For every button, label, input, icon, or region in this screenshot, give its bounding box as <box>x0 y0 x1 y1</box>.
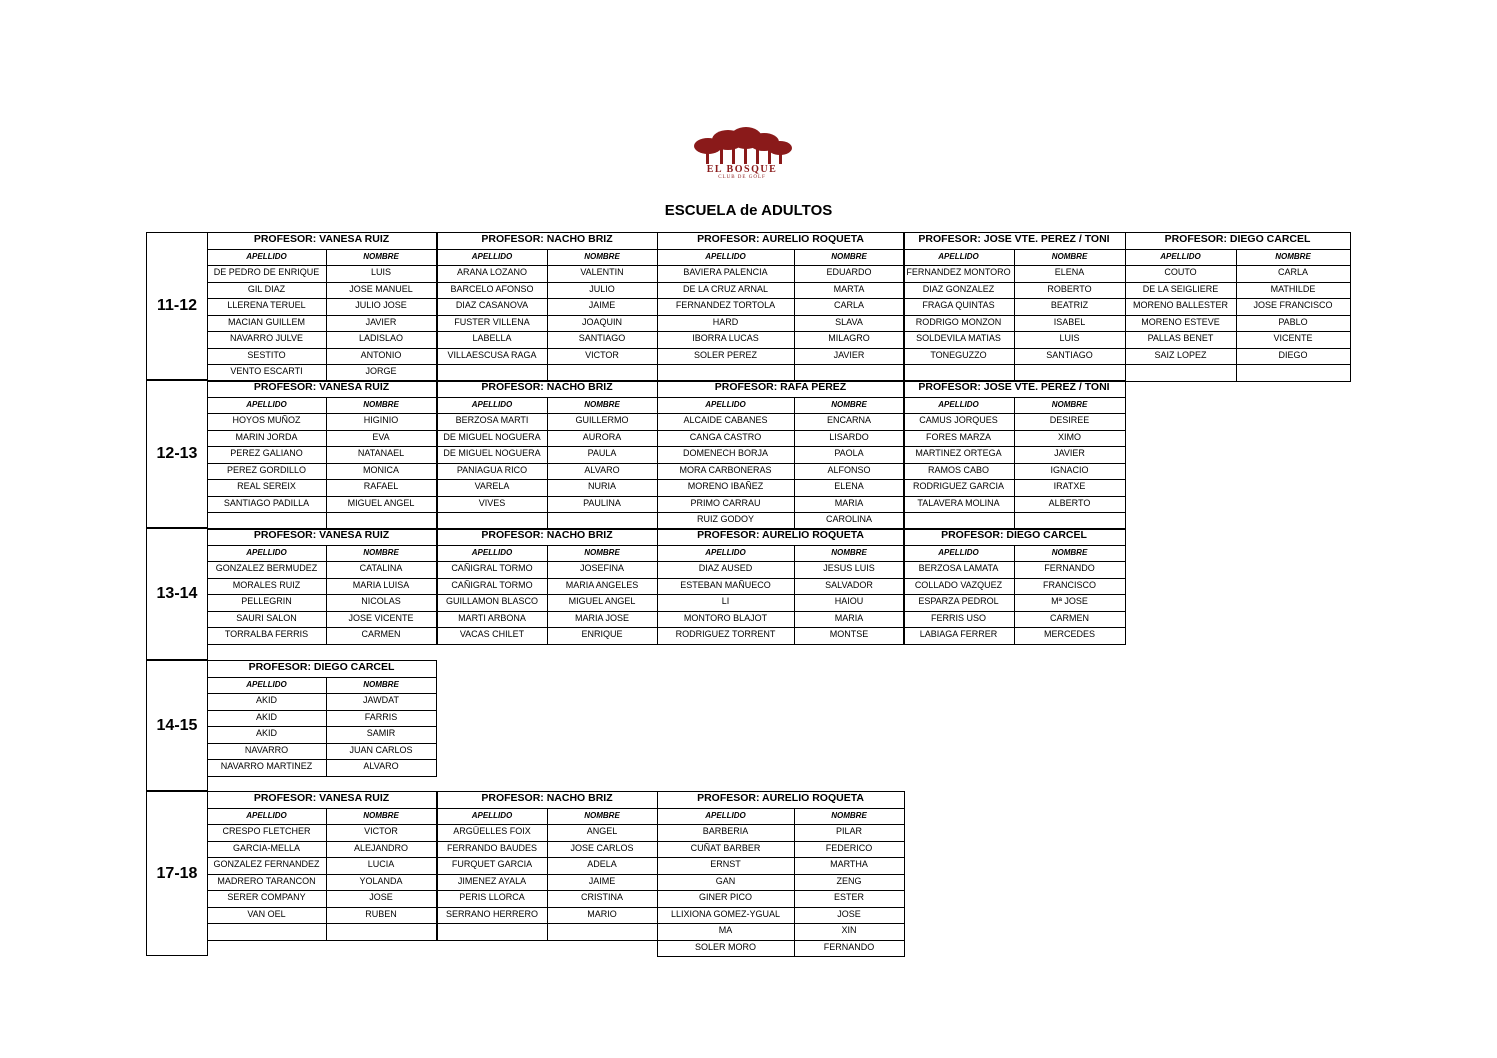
table-rule <box>207 512 436 513</box>
student-name: NURIA <box>587 481 616 491</box>
student-name: PILAR <box>835 826 862 836</box>
student-surname: SOLDEVILA MATIAS <box>916 333 1001 343</box>
student-surname: MORENO BALLESTER <box>1132 300 1229 310</box>
student-name: JOAQUIN <box>581 316 622 327</box>
student-name: Mª JOSE <box>1051 596 1088 606</box>
student-surname: GUILLAMON BLASCO <box>445 596 539 606</box>
student-name: MATHILDE <box>1270 283 1316 294</box>
student-name: FRANCISCO <box>1042 579 1096 590</box>
student-surname: VARELA <box>474 481 510 491</box>
student-surname: HARD <box>712 316 739 327</box>
name-header: NOMBRE <box>584 399 620 409</box>
surname-header: APELLIDO <box>705 251 746 261</box>
student-name: JAWDAT <box>363 695 399 705</box>
student-surname: GIL DIAZ <box>247 283 286 294</box>
name-header: NOMBRE <box>363 679 399 689</box>
student-name: ANGEL <box>586 826 618 836</box>
name-header: NOMBRE <box>831 810 867 820</box>
student-name: FERNANDO <box>1044 563 1095 573</box>
surname-header: APELLIDO <box>938 399 979 409</box>
professor-name: PROFESOR: DIEGO CARCEL <box>248 661 395 673</box>
student-surname: DIAZ GONZALEZ <box>922 283 995 294</box>
student-name: FEDERICO <box>825 842 873 853</box>
student-surname: FUSTER VILLENA <box>454 316 530 327</box>
student-surname: MORENO IBAÑEZ <box>687 481 764 491</box>
student-name: CRISTINA <box>580 892 623 902</box>
student-surname: SAURI SALON <box>236 612 297 623</box>
name-header: NOMBRE <box>363 547 399 557</box>
student-name: SAMIR <box>366 728 396 738</box>
student-name: PAULINA <box>583 497 621 508</box>
name-header: NOMBRE <box>1051 399 1088 409</box>
name-header: NOMBRE <box>584 547 620 557</box>
name-header: NOMBRE <box>831 399 867 409</box>
student-name: SANTIAGO <box>578 333 626 343</box>
student-surname: DE PEDRO DE ENRIQUE <box>213 267 320 277</box>
student-name: EVA <box>372 431 390 442</box>
student-name: JAIME <box>588 300 616 310</box>
professor-name: PROFESOR: DIEGO CARCEL <box>941 529 1087 541</box>
student-surname: CANGA CASTRO <box>689 431 762 442</box>
student-surname: BARCELO AFONSO <box>450 283 534 294</box>
student-name: ADELA <box>587 859 617 869</box>
student-surname: PERIS LLORCA <box>459 892 525 902</box>
student-surname: PELLEGRIN <box>241 596 292 606</box>
student-surname: HOYOS MUÑOZ <box>232 415 301 425</box>
student-surname: SESTITO <box>247 349 286 360</box>
student-surname: MARTINEZ ORTEGA <box>915 448 1002 458</box>
student-name: JOSE FRANCISCO <box>1253 300 1333 310</box>
student-name: XIMO <box>1057 431 1081 442</box>
professor-name: PROFESOR: VANESA RUIZ <box>253 381 390 393</box>
student-name: JAVIER <box>833 349 865 360</box>
student-name: VICTOR <box>364 826 398 836</box>
name-header: NOMBRE <box>363 251 399 261</box>
surname-header: APELLIDO <box>246 251 287 261</box>
student-surname: FURQUET GARCIA <box>451 859 533 869</box>
table-rule <box>207 923 436 924</box>
student-name: JUAN CARLOS <box>349 744 413 755</box>
surname-header: APELLIDO <box>471 547 513 557</box>
student-surname: DOMENECH BORJA <box>682 448 768 458</box>
student-name: JAVIER <box>1054 448 1085 458</box>
professor-name: PROFESOR: VANESA RUIZ <box>253 529 390 541</box>
name-header: NOMBRE <box>363 810 399 820</box>
name-header: NOMBRE <box>1275 251 1311 261</box>
student-name: JULIO JOSE <box>355 300 407 310</box>
student-name: JAIME <box>588 875 616 886</box>
student-surname: GAN <box>715 875 736 886</box>
student-surname: FERNANDEZ MONTORO <box>906 267 1011 277</box>
student-name: ESTER <box>833 892 864 902</box>
student-surname: DE LA SEIGLIERE <box>1142 283 1219 294</box>
professor-name: PROFESOR: VANESA RUIZ <box>253 792 390 804</box>
student-name: NICOLAS <box>361 596 401 606</box>
student-surname: NAVARRO <box>244 744 289 755</box>
student-surname: VENTO ESCARTI <box>230 366 303 376</box>
name-header: NOMBRE <box>584 810 620 820</box>
student-surname: AKID <box>255 711 277 722</box>
student-surname: RODRIGUEZ TORRENT <box>675 629 776 639</box>
student-surname: RAMOS CABO <box>927 464 989 475</box>
student-name: VICTOR <box>585 349 619 360</box>
student-name: JOSEFINA <box>579 563 624 573</box>
surname-header: APELLIDO <box>1160 251 1201 261</box>
surname-header: APELLIDO <box>938 547 979 557</box>
surname-header: APELLIDO <box>705 810 746 820</box>
student-name: ELENA <box>1054 267 1085 277</box>
professor-name: PROFESOR: NACHO BRIZ <box>481 381 613 393</box>
student-surname: GARCIA-MELLA <box>232 842 301 853</box>
student-name: LUCIA <box>367 859 395 869</box>
student-name: MARIA ANGELES <box>565 579 639 590</box>
surname-header: APELLIDO <box>705 399 746 409</box>
student-name: MARIA LUISA <box>352 579 410 590</box>
student-name: IRATXE <box>1053 481 1086 491</box>
student-name: MONTSE <box>829 629 869 639</box>
student-name: PABLO <box>1278 316 1308 327</box>
student-name: SANTIAGO <box>1046 349 1093 360</box>
name-header: NOMBRE <box>584 251 620 261</box>
student-surname: COLLADO VAZQUEZ <box>914 579 1003 590</box>
student-surname: MA <box>718 925 733 935</box>
time-slot-label: 17-18 <box>146 791 208 956</box>
student-surname: FRAGA QUINTAS <box>922 300 995 310</box>
logo-subtitle: CLUB DE GOLF <box>718 175 766 180</box>
name-header: NOMBRE <box>363 399 399 409</box>
student-name: CARMEN <box>361 629 401 639</box>
student-name: MARIA JOSE <box>574 612 629 623</box>
student-surname: PEREZ GALIANO <box>230 448 303 458</box>
student-name: JESUS LUIS <box>823 563 875 573</box>
student-surname: AKID <box>255 695 277 705</box>
student-surname: PEREZ GORDILLO <box>226 464 307 475</box>
student-surname: LLIXIONA GOMEZ-YGUAL <box>670 908 781 919</box>
student-name: MIGUEL ANGEL <box>347 497 415 508</box>
student-name: CAROLINA <box>825 514 872 524</box>
student-name: FERNANDO <box>823 941 875 952</box>
student-name: ROBERTO <box>1047 283 1092 294</box>
student-name: MIGUEL ANGEL <box>568 596 636 606</box>
name-header: NOMBRE <box>831 251 867 261</box>
professor-name: PROFESOR: DIEGO CARCEL <box>1164 233 1311 245</box>
student-surname: LABIAGA FERRER <box>919 629 998 639</box>
student-surname: RUIZ GODOY <box>696 514 754 524</box>
student-name: ENRIQUE <box>581 629 623 639</box>
time-slot-label: 14-15 <box>146 660 208 791</box>
student-surname: CRESPO FLETCHER <box>222 826 311 836</box>
student-surname: IBORRA LUCAS <box>692 333 759 343</box>
page-title: ESCUELA de ADULTOS <box>664 202 833 219</box>
student-name: FARRIS <box>364 711 398 722</box>
student-name: CARLA <box>833 300 864 310</box>
student-name: MARIO <box>587 908 617 919</box>
student-name: AURORA <box>582 431 622 442</box>
student-surname: TALAVERA MOLINA <box>917 497 1000 508</box>
student-name: JULIO <box>589 283 615 294</box>
time-slot-label: 12-13 <box>146 380 208 528</box>
student-surname: DIAZ CASANOVA <box>455 300 529 310</box>
professor-name: PROFESOR: AURELIO ROQUETA <box>697 792 864 804</box>
student-surname: ALCAIDE CABANES <box>683 415 768 425</box>
student-surname: MACIAN GUILLEM <box>227 316 305 327</box>
student-name: DESIREE <box>1049 415 1090 425</box>
name-header: NOMBRE <box>1051 251 1088 261</box>
student-surname: MARTI ARBONA <box>458 612 526 623</box>
student-name: XIN <box>841 925 857 935</box>
student-surname: JIMENEZ AYALA <box>457 875 527 886</box>
student-name: LUIS <box>370 267 391 277</box>
surname-header: APELLIDO <box>246 547 287 557</box>
student-name: NATANAEL <box>357 448 405 458</box>
student-surname: NAVARRO MARTINEZ <box>220 761 313 771</box>
student-surname: FORES MARZA <box>925 431 991 442</box>
student-name: JOSE VICENTE <box>348 612 414 623</box>
student-name: SLAVA <box>835 316 863 327</box>
student-surname: MARIN JORDA <box>235 431 298 442</box>
student-surname: CAMUS JORQUES <box>919 415 998 425</box>
surname-header: APELLIDO <box>471 399 513 409</box>
student-name: SALVADOR <box>825 579 873 590</box>
student-name: ELENA <box>834 481 864 491</box>
student-name: LUIS <box>1059 333 1080 343</box>
professor-name: PROFESOR: RAFA PEREZ <box>714 381 847 393</box>
student-surname: LI <box>721 596 730 606</box>
student-surname: RODRIGO MONZON <box>915 316 1002 327</box>
professor-name: PROFESOR: NACHO BRIZ <box>481 529 613 541</box>
time-slot-label: 13-14 <box>146 528 208 660</box>
student-surname: DE MIGUEL NOGUERA <box>443 448 541 458</box>
student-surname: NAVARRO JULVE <box>229 333 303 343</box>
time-slot-label: 11-12 <box>146 232 208 380</box>
logo-name: EL BOSQUE <box>706 164 778 175</box>
student-surname: RODRIGUEZ GARCIA <box>912 481 1004 491</box>
student-name: JAVIER <box>365 316 397 327</box>
student-surname: SOLER PEREZ <box>693 349 758 360</box>
table-rule <box>1125 364 1350 365</box>
student-name: MARIA <box>834 612 864 623</box>
student-name: RAFAEL <box>363 481 399 491</box>
student-surname: DE MIGUEL NOGUERA <box>443 431 541 442</box>
student-surname: FERNANDEZ TORTOLA <box>675 300 776 310</box>
student-surname: LLERENA TERUEL <box>227 300 306 310</box>
surname-header: APELLIDO <box>471 251 513 261</box>
student-surname: VAN OEL <box>247 908 286 919</box>
student-name: LADISLAO <box>358 333 404 343</box>
student-surname: LABELLA <box>472 333 512 343</box>
student-name: ALFONSO <box>827 464 871 475</box>
student-surname: MORENO ESTEVE <box>1141 316 1220 327</box>
student-name: ANTONIO <box>360 349 402 360</box>
professor-name: PROFESOR: NACHO BRIZ <box>481 792 613 804</box>
student-name: MONICA <box>363 464 399 475</box>
student-surname: CUÑAT BARBER <box>690 842 761 853</box>
student-surname: DIAZ AUSED <box>698 563 753 573</box>
surname-header: APELLIDO <box>471 810 513 820</box>
student-surname: SAIZ LOPEZ <box>1154 349 1207 360</box>
student-name: MARTHA <box>830 859 868 869</box>
student-surname: COUTO <box>1164 267 1197 277</box>
student-surname: SOLER MORO <box>694 941 756 952</box>
student-name: VALENTIN <box>580 267 624 277</box>
student-name: LISARDO <box>829 431 869 442</box>
student-surname: VIVES <box>478 497 506 508</box>
student-name: MARTA <box>833 283 865 294</box>
student-name: MERCEDES <box>1043 629 1095 639</box>
student-name: JORGE <box>365 366 397 376</box>
student-surname: ERNST <box>710 859 741 869</box>
student-name: JOSE CARLOS <box>570 842 634 853</box>
professor-name: PROFESOR: VANESA RUIZ <box>253 233 390 245</box>
student-surname: PANIAGUA RICO <box>456 464 528 475</box>
student-surname: FERRIS USO <box>930 612 986 623</box>
student-surname: MORA CARBONERAS <box>679 464 772 475</box>
student-surname: VACAS CHILET <box>459 629 525 639</box>
student-name: HAIOU <box>834 596 864 606</box>
student-surname: BERZOSA MARTI <box>455 415 529 425</box>
student-name: PAULA <box>587 448 617 458</box>
student-surname: VILLAESCUSA RAGA <box>447 349 537 360</box>
student-surname: PALLAS BENET <box>1147 333 1214 343</box>
student-name: DIEGO <box>1278 349 1308 360</box>
surname-header: APELLIDO <box>705 547 746 557</box>
student-surname: BARBERIA <box>702 826 749 836</box>
student-name: ISABEL <box>1053 316 1086 327</box>
student-name: ZENG <box>836 875 862 886</box>
student-name: MARIA <box>834 497 864 508</box>
table-rule <box>657 364 904 365</box>
surname-header: APELLIDO <box>246 399 287 409</box>
student-surname: TORRALBA FERRIS <box>224 629 309 639</box>
professor-name: PROFESOR: AURELIO ROQUETA <box>697 529 864 541</box>
name-header: NOMBRE <box>831 547 867 557</box>
student-surname: SERRANO HERRERO <box>445 908 538 919</box>
student-name: JOSE MANUEL <box>349 283 413 294</box>
student-name: ALBERTO <box>1048 497 1091 508</box>
surname-header: APELLIDO <box>938 251 979 261</box>
student-surname: GINER PICO <box>698 892 752 902</box>
student-surname: ARGÜELLES FOIX <box>453 826 531 836</box>
student-surname: CAÑIGRAL TORMO <box>451 563 533 573</box>
student-name: BEATRIZ <box>1050 300 1089 310</box>
professor-name: PROFESOR: JOSE VTE. PEREZ / TONI <box>918 381 1110 393</box>
student-surname: SERER COMPANY <box>227 892 306 902</box>
student-name: CARLA <box>1277 267 1308 277</box>
student-name: GUILLERMO <box>575 415 629 425</box>
student-surname: BERZOSA LAMATA <box>918 563 999 573</box>
student-name: YOLANDA <box>359 875 403 886</box>
student-name: PAOLA <box>834 448 864 458</box>
student-surname: PRIMO CARRAU <box>690 497 761 508</box>
student-surname: ARANA LOZANO <box>456 267 528 277</box>
student-name: ENCARNA <box>826 415 871 425</box>
student-surname: MONTORO BLAJOT <box>683 612 768 623</box>
student-surname: AKID <box>255 728 277 738</box>
student-name: HIGINIO <box>363 415 399 425</box>
student-name: MILAGRO <box>828 333 870 343</box>
surname-header: APELLIDO <box>246 810 287 820</box>
professor-name: PROFESOR: JOSE VTE. PEREZ / TONI <box>918 233 1110 245</box>
student-name: ALEJANDRO <box>353 842 408 853</box>
professor-name: PROFESOR: NACHO BRIZ <box>481 233 613 245</box>
student-name: IGNACIO <box>1050 464 1089 475</box>
student-surname: FERRANDO BAUDES <box>446 842 537 853</box>
student-name: CARMEN <box>1049 612 1089 623</box>
student-surname: TONEGUZZO <box>930 349 987 360</box>
student-surname: SANTIAGO PADILLA <box>223 497 310 508</box>
student-surname: MADRERO TARANCON <box>217 875 316 886</box>
student-name: JOSE <box>369 892 393 902</box>
student-name: VICENTE <box>1273 333 1313 343</box>
surname-header: APELLIDO <box>246 679 287 689</box>
student-surname: DE LA CRUZ ARNAL <box>682 283 769 294</box>
student-surname: BAVIERA PALENCIA <box>683 267 768 277</box>
student-surname: ESPARZA PEDROL <box>918 596 999 606</box>
student-surname: REAL SEREIX <box>237 481 296 491</box>
student-name: EDUARDO <box>826 267 872 277</box>
student-surname: GONZALEZ BERMUDEZ <box>215 563 318 573</box>
student-name: RUBEN <box>365 908 397 919</box>
student-surname: ESTEBAN MAÑUECO <box>680 579 771 590</box>
student-surname: GONZALEZ FERNANDEZ <box>213 859 320 869</box>
student-surname: MORALES RUIZ <box>232 579 301 590</box>
student-name: JOSE <box>837 908 861 919</box>
name-header: NOMBRE <box>1051 547 1088 557</box>
student-surname: CAÑIGRAL TORMO <box>451 579 533 590</box>
professor-name: PROFESOR: AURELIO ROQUETA <box>697 233 864 245</box>
student-name: ALVARO <box>363 761 399 771</box>
student-name: ALVARO <box>584 464 620 475</box>
student-name: CATALINA <box>359 563 403 573</box>
